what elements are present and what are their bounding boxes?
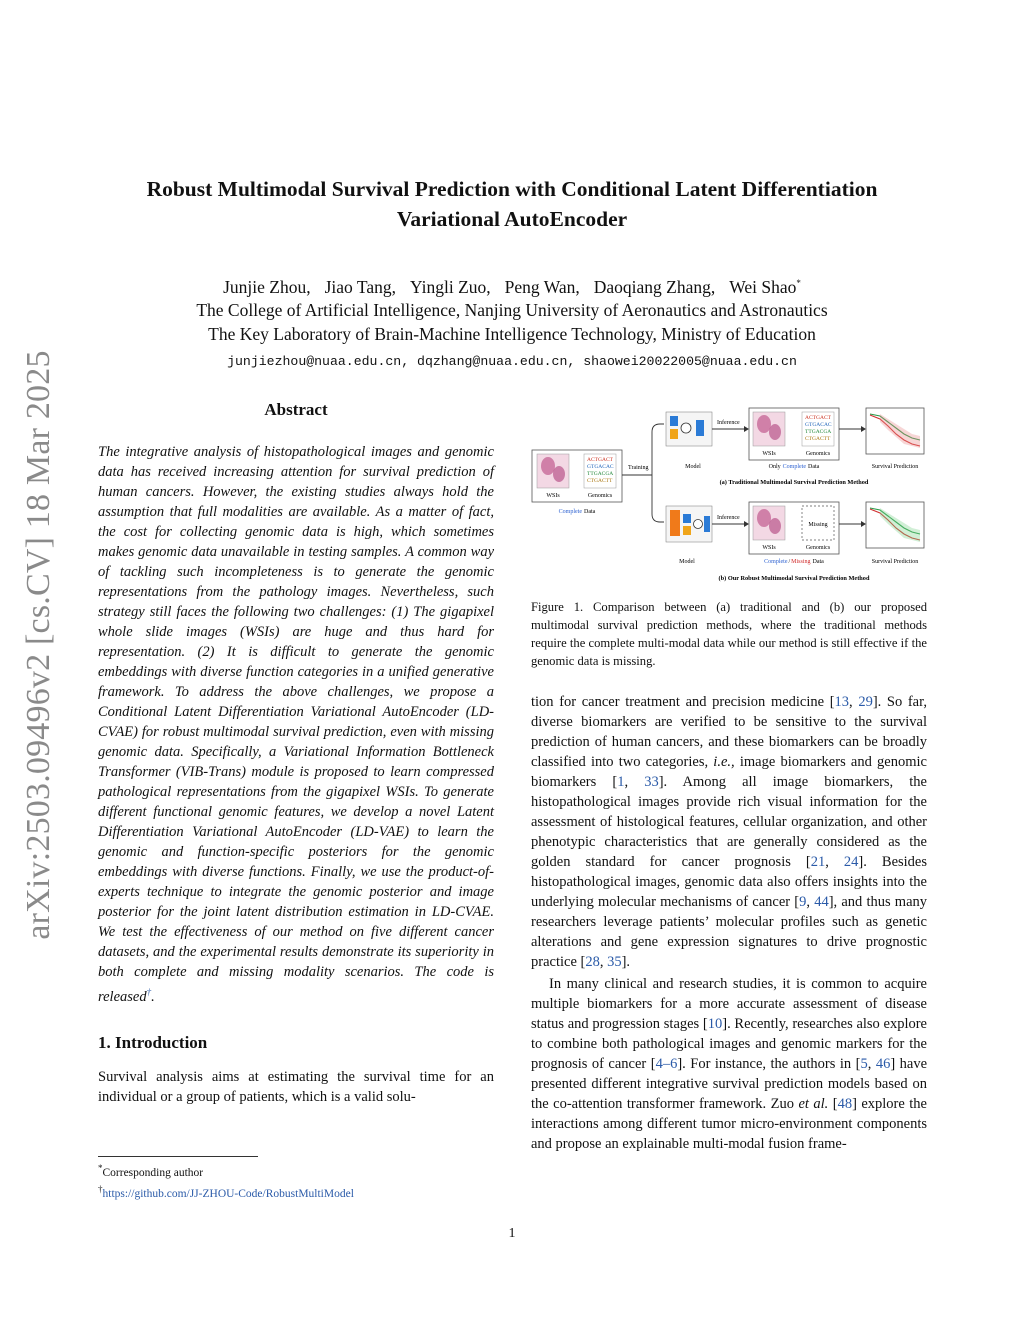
model-block	[683, 514, 691, 523]
fusion-node	[681, 423, 691, 433]
text-run: ]. So far, diverse biomarkers are verified to be sensitive to the survival prediction of human cancers, and these biomarkers can be broadly classified into two categories,	[531, 694, 927, 770]
model-block	[683, 526, 691, 535]
text-run: ]. Recently, researches also explore to combine both pathological images and genomic markers for the prognosis of cancer [	[531, 1016, 927, 1072]
slash: /	[788, 559, 791, 565]
footnote-dagger-link[interactable]: †	[146, 987, 152, 997]
footnote-mark: *	[98, 1163, 103, 1173]
citation-link[interactable]: 1	[617, 774, 625, 790]
text-run: ], and thus many researchers leverage patients’ molecular profiles such as genetic alterations and gene expression signatures to drive prognostic practice [	[531, 894, 928, 970]
survival-prediction-label-a: Survival Prediction	[871, 464, 919, 470]
genomics-seq: ACTGACT	[587, 457, 613, 463]
tissue-shape	[757, 415, 771, 433]
missing-word: Missing	[791, 559, 811, 565]
genomics-seq: TTGACGA	[587, 471, 614, 477]
abstract-text	[98, 442, 494, 1007]
citation-link[interactable]: 13	[834, 694, 850, 710]
citation-link[interactable]: 4–6	[655, 1056, 678, 1072]
genomics-label: Genomics	[587, 493, 613, 499]
paper-title	[80, 174, 944, 234]
text-run: image biomarkers and genomic biomarkers [	[531, 754, 927, 790]
training-connector	[622, 424, 664, 522]
wsis-label: WSIs	[546, 493, 560, 499]
model-block	[704, 516, 710, 532]
tissue-shape	[757, 509, 771, 527]
subcaption-a: (a) Traditional Multimodal Survival Prediction Method	[719, 479, 869, 486]
intro-left-text: Survival analysis aims at estimating the survival time for an individual or a group of patients, which is a valid solu-	[98, 1068, 494, 1105]
footnote-rule	[98, 1156, 258, 1157]
complete-data-label	[559, 509, 596, 515]
footnote-text: Corresponding author	[102, 1166, 204, 1179]
author: Peng Wan,	[504, 276, 580, 297]
arrowhead	[744, 426, 749, 432]
arrowhead	[744, 521, 749, 527]
author: Yingli Zuo,	[409, 276, 491, 297]
text-run: ]. For instance, the authors in [	[677, 1056, 861, 1072]
model-label-a: Model	[685, 464, 701, 470]
citation-link[interactable]: 9	[799, 894, 807, 910]
text-run: ]. Among all image biomarkers, the histopathological images provide rich visual information for the assessment of histological features, cellular organization, and other phenotypic characteristics that are generally considered as the golden standard for cancer prognosis [	[531, 774, 927, 870]
wsis-label: WSIs	[762, 451, 776, 457]
text-run: ] have presented different integrative survival prediction models based on the co-attention transformer framework. Zuo	[531, 1056, 928, 1112]
tissue-shape	[553, 466, 565, 482]
author-block	[80, 272, 944, 374]
inference-label-b: Inference	[717, 515, 740, 521]
section-heading-introduction: 1. Introduction	[98, 1032, 208, 1052]
only-word: Only	[768, 464, 781, 470]
connector-path	[652, 475, 664, 522]
author	[729, 277, 801, 297]
citation-link[interactable]: 48	[837, 1096, 853, 1112]
title-line-2: Variational AutoEncoder	[396, 207, 628, 231]
tissue-shape	[769, 518, 781, 534]
footnotes	[98, 1156, 494, 1202]
data-word: Data	[808, 464, 820, 470]
survival-prediction-label-b: Survival Prediction	[871, 559, 919, 565]
data-word: Data	[584, 509, 596, 515]
subcaption-b: (b) Our Robust Multimodal Survival Prediction Method	[718, 575, 870, 582]
genomics-seq: CTGACTT	[587, 478, 613, 484]
citation-link[interactable]: 21	[810, 854, 826, 870]
text-run: ,	[849, 694, 859, 710]
arxiv-stamp	[4, 345, 74, 945]
genomics-label: Genomics	[805, 545, 831, 551]
footnote-mark: †	[98, 1183, 103, 1194]
footnote-corresponding	[98, 1160, 494, 1181]
footnote-code	[98, 1181, 494, 1202]
figure-diagram	[530, 402, 928, 587]
complete-word: Complete	[558, 509, 583, 515]
tissue-shape	[541, 457, 555, 475]
left-column	[98, 400, 494, 1107]
complete-word: Complete	[764, 559, 788, 565]
citation-link[interactable]: 10	[707, 1016, 723, 1032]
data-word: Data	[812, 559, 824, 565]
connector-path	[652, 424, 664, 475]
text-run: ,	[806, 894, 815, 910]
text-run: In many clinical and research studies, it is common to acquire multiple biomarkers for a more accurate assessment of disease status and progression stages [	[531, 976, 927, 1032]
author-names	[80, 272, 944, 299]
genomics-seq: CTGACTT	[805, 436, 831, 442]
caption-label: Figure 1.	[531, 600, 584, 614]
model-block	[670, 429, 678, 439]
text-run: ,	[624, 774, 645, 790]
text-run-italic: i.e.,	[713, 754, 735, 770]
genomics-label: Genomics	[805, 451, 831, 457]
citation-link[interactable]: 5	[860, 1056, 868, 1072]
traditional-pipeline	[666, 408, 924, 486]
robust-pipeline	[666, 502, 924, 582]
text-run: [	[828, 1096, 838, 1112]
genomics-seq: GTGACAC	[805, 422, 832, 428]
training-label: Training	[628, 465, 649, 471]
genomics-seq: GTGACAC	[587, 464, 614, 470]
affiliation-2: The Key Laboratory of Brain-Machine Intelligence Technology, Ministry of Education	[208, 323, 816, 344]
fusion-node	[694, 520, 703, 529]
citation-link[interactable]: 24	[843, 854, 859, 870]
arrowhead	[861, 426, 866, 432]
missing-label: Missing	[808, 522, 828, 528]
arrowhead	[861, 521, 866, 527]
complete-word: Complete	[782, 464, 807, 470]
intro-paragraph-2	[531, 974, 927, 1154]
text-run: ,	[599, 954, 608, 970]
page-number: 1	[508, 1226, 516, 1241]
genomics-seq: TTGACGA	[805, 429, 832, 435]
model-block	[696, 420, 704, 436]
text-run: ].	[621, 954, 631, 970]
author-name: Wei Shao	[729, 276, 797, 297]
citation-link[interactable]: 44	[814, 894, 829, 910]
intro-paragraph-1	[531, 692, 927, 972]
complete-missing-data-label	[764, 559, 824, 565]
title-line-1: Robust Multimodal Survival Prediction with Conditional Latent Differentiation	[146, 177, 878, 201]
model-label-b: Model	[679, 559, 695, 565]
corresponding-mark: *	[796, 278, 801, 288]
figure-1	[530, 402, 928, 587]
model-block	[670, 510, 680, 536]
text-run: ] explore the interactions among different tumor micro-environment components and propose an explainable multi-modal fusion frame-	[531, 1096, 927, 1152]
genomics-seq: ACTGACT	[805, 415, 831, 421]
affiliation-1: The College of Artificial Intelligence, Nanjing University of Aeronautics and Astronautics	[196, 300, 828, 321]
complete-data-input	[532, 450, 622, 515]
author: Daoqiang Zhang,	[593, 276, 716, 297]
figure-caption	[531, 598, 927, 670]
tissue-shape	[769, 424, 781, 440]
inference-label-a: Inference	[717, 420, 740, 426]
caption-text: Comparison between (a) traditional and (b) our proposed multimodal survival prediction methods, where the traditional methods require the complete multi-modal data while our method is still effective if the genomic data is missing.	[531, 600, 927, 668]
code-link[interactable]: https://github.com/JJ-ZHOU-Code/RobustMultiModel	[102, 1187, 354, 1200]
text-run: ]. Besides histopathological images, genomic data also offers insights into the underlying molecular mechanisms of cancer [	[531, 854, 928, 910]
only-complete-data-label	[769, 464, 820, 470]
text-run: ,	[867, 1056, 876, 1072]
text-run-italic: et al.	[798, 1096, 829, 1112]
citation-link[interactable]: 35	[607, 954, 622, 970]
citation-link[interactable]: 29	[858, 694, 873, 710]
abstract-end: .	[151, 988, 155, 1005]
text-run: tion for cancer treatment and precision medicine [	[531, 694, 835, 710]
author: Jiao Tang,	[324, 276, 396, 297]
abstract-heading: Abstract	[264, 400, 328, 419]
model-block	[670, 416, 678, 426]
text-run: ,	[825, 854, 844, 870]
author: Junjie Zhou,	[223, 276, 311, 297]
citation-link[interactable]: 33	[644, 774, 659, 790]
wsis-label: WSIs	[762, 545, 776, 551]
citation-link[interactable]: 46	[875, 1056, 891, 1072]
citation-link[interactable]: 28	[585, 954, 600, 970]
author-emails: junjiezhou@nuaa.edu.cn, dqzhang@nuaa.edu.cn, shaowei20022005@nuaa.edu.cn	[227, 354, 797, 370]
abstract-body: The integrative analysis of histopathological images and genomic data has received increasing attention for survival prediction of human cancers. However, the existing studies always hold the assumption that full modalities are available. As a matter of fact, the cost for collecting genomic data is high, which sometimes makes genomic data unavailable in testing samples. A common way of tackling such incompleteness is to generate the genomic representations from the pathology images. Nevertheless, such strategy still faces the following two challenges: (1) The gigapixel whole slide images (WSIs) are huge and thus hard for representation. (2) It is difficult to generate the genomic embeddings with diverse function categories in a unified generative framework. To address the above challenges, we propose a Conditional Latent Differentiation Variational AutoEncoder (LD-CVAE) for robust multimodal survival prediction, even with missing genomic data. Specifically, a Variational Information Bottleneck Transformer (VIB-Trans) module is proposed to learn compressed pathological representations from the gigapixel WSIs. To generate different functional genomic features, we develop a novel Latent Differentiation Variational AutoEncoder (LD-VAE) to learn the genomic and function-specific posteriors for the genomic embeddings with diverse functions. Finally, we use the product-of-experts technique to integrate the genomic posterior and image posterior for the joint latent distribution estimation in LD-CVAE. We test the effectiveness of our method on five different cancer datasets, and the experimental results demonstrate its superiority in both complete and missing modality scenarios. The code is released	[98, 444, 494, 1005]
arxiv-id: arXiv:2503.09496v2 [cs.CV] 18 Mar 2025	[20, 350, 57, 940]
right-column	[531, 692, 927, 1154]
